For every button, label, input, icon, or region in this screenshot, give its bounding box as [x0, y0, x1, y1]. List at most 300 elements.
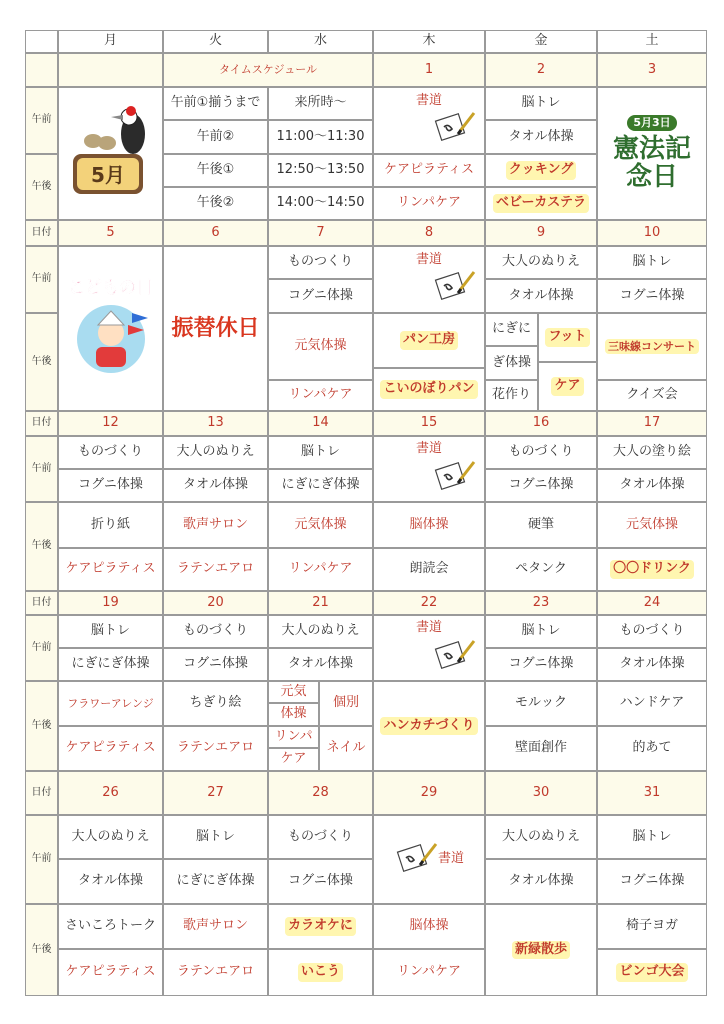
week4-pm1-1-text: ちぎり絵 — [189, 695, 242, 711]
week3-am2-2 — [268, 469, 373, 502]
schedule-slot-4 — [163, 187, 268, 220]
schedule-title — [163, 53, 373, 87]
week5-thu-am — [373, 815, 485, 904]
week5-pm2-3 — [373, 949, 485, 996]
w4-wed-b1-text: 個別 — [332, 695, 359, 711]
week3-am2-2-text: にぎにぎ体操 — [281, 477, 360, 493]
date-30-text: 30 — [532, 784, 550, 800]
week5-am2-2-text: コグニ体操 — [288, 873, 353, 889]
week3-am1-0 — [58, 436, 163, 469]
week4-am1-0-text: 脳トレ — [90, 623, 130, 639]
week4-am1-0 — [58, 615, 163, 648]
week3-pm2-2-text: リンパケア — [288, 561, 353, 577]
week3-pm2-5 — [597, 548, 707, 591]
sat10-pm1-text: 三味線コンサート — [605, 339, 699, 355]
w2-pm-label-text: 午後 — [31, 355, 52, 367]
date-10-text: 10 — [643, 224, 661, 240]
fri9-pm-a1-text: にぎに — [491, 321, 531, 337]
week3-am2-1-text: タオル体操 — [182, 477, 248, 493]
week4-am2-4-text: コグニ体操 — [508, 656, 574, 672]
thu8-am-text: 書道 — [415, 251, 442, 267]
thu8-pm1-text: パン工房 — [400, 331, 458, 349]
schedule-time-2 — [268, 120, 373, 154]
week5-pm1-1-text: 歌声サロン — [182, 918, 248, 934]
date-label-w2-text: 日付 — [31, 226, 52, 238]
schedule-slot-4-text: 午後② — [196, 195, 235, 211]
week3-pm1-0-text: 折り紙 — [90, 516, 130, 532]
childrens-day-text: こどもの日 — [68, 277, 153, 298]
fri2-am2 — [485, 120, 597, 154]
week4-pm-label-text: 午後 — [31, 719, 52, 731]
w4-wed-a4-text: ケア — [280, 751, 307, 767]
substitute-holiday — [163, 246, 268, 411]
week3-pm1-4 — [485, 502, 597, 548]
fri2-pm1 — [485, 154, 597, 187]
week4-am2-1 — [163, 648, 268, 681]
fri9-pm-a3 — [485, 380, 538, 411]
week3-am1-0-text: ものづくり — [77, 444, 143, 460]
date-label-w2 — [25, 220, 58, 246]
svg-text:5月: 5月 — [90, 162, 125, 187]
week3-am2-4-text: コグニ体操 — [508, 477, 574, 493]
calligraphy-icon — [432, 458, 476, 492]
week5-date-label-text: 日付 — [31, 786, 52, 798]
fri2-am2-text: タオル体操 — [508, 128, 574, 144]
date-22 — [373, 591, 485, 615]
week4-pm2-4-text: 壁面創作 — [514, 740, 567, 756]
sat10-pm1 — [597, 313, 707, 380]
sat10-pm2-text: クイズ会 — [626, 387, 678, 403]
schedule-slot-2-text: 午前② — [196, 128, 235, 144]
week4-am1-4 — [485, 615, 597, 648]
week3-pm2-2 — [268, 548, 373, 591]
week4-pm2-0 — [58, 726, 163, 771]
date-2 — [485, 53, 597, 87]
week3-pm-label-text: 午後 — [31, 540, 52, 552]
date-24 — [597, 591, 707, 615]
week5-am-label-text: 午前 — [31, 853, 52, 865]
constitution-day — [597, 87, 707, 220]
week5-pm2-0-text: ケアピラティス — [65, 964, 156, 980]
week4-pm2-1-text: ラテンエアロ — [176, 740, 255, 756]
week5-pm2-1 — [163, 949, 268, 996]
wed7-pm2-text: リンパケア — [288, 387, 353, 403]
week3-am-label — [25, 436, 58, 502]
date-31-text: 31 — [643, 784, 661, 800]
week5-pm2-0 — [58, 949, 163, 996]
schedule-slot-3-text: 午後① — [196, 162, 235, 178]
week4-am2-0 — [58, 648, 163, 681]
week3-pm2-1 — [163, 548, 268, 591]
date-19-text: 19 — [102, 594, 119, 610]
sat10-am1-text: 脳トレ — [632, 254, 672, 270]
w2-am-label-text: 午前 — [31, 273, 52, 285]
date-12 — [58, 411, 163, 436]
w4-wed-a1 — [268, 681, 319, 703]
week3-pm-label — [25, 502, 58, 591]
date-12-text: 12 — [102, 415, 119, 431]
sat10-am1 — [597, 246, 707, 279]
week3-am1-4 — [485, 436, 597, 469]
schedule-title-text: タイムスケジュール — [218, 63, 318, 77]
week5-pm1-5-text: 椅子ヨガ — [625, 918, 678, 934]
date-16 — [485, 411, 597, 436]
week5-pm2-5-text: ビンゴ大会 — [616, 963, 687, 981]
weekday-fri-text: 金 — [534, 33, 548, 49]
week3-pm2-3-text: 朗読会 — [409, 561, 449, 577]
week4-am1-2-text: 大人のぬりえ — [281, 623, 360, 639]
thu1-am — [373, 87, 485, 154]
date-1-text: 1 — [424, 61, 434, 77]
week4-pm1-0 — [58, 681, 163, 726]
week3-pm1-2-text: 元気体操 — [294, 516, 347, 532]
schedule-time-1-text: 来所時～ — [294, 95, 347, 111]
week4-pm1-4 — [485, 681, 597, 726]
week3-am2-0 — [58, 469, 163, 502]
week5-am2-0-text: タオル体操 — [77, 873, 143, 889]
w5-wed-pm1 — [268, 904, 373, 949]
week4-am2-5-text: タオル体操 — [619, 656, 685, 672]
w5-wed-pm1-text: カラオケに — [285, 917, 356, 935]
wed7-am1 — [268, 246, 373, 279]
thu1-pm1 — [373, 154, 485, 187]
date-13-text: 13 — [207, 415, 224, 431]
schedule-time-1 — [268, 87, 373, 120]
week4-pm1-0-text: フラワーアレンジ — [67, 696, 154, 710]
thu8-pm2 — [373, 368, 485, 411]
week4-pm1-1 — [163, 681, 268, 726]
weekday-wed — [268, 30, 373, 53]
week3-pm1-0 — [58, 502, 163, 548]
w5-fri-pm — [485, 904, 597, 996]
sat10-am2 — [597, 279, 707, 313]
date-15-text: 15 — [420, 415, 438, 431]
date-27-text: 27 — [207, 784, 224, 800]
date-27 — [163, 771, 268, 815]
week5-pm1-0-text: さいころトーク — [64, 918, 156, 934]
w5-wed-pm2 — [268, 949, 373, 996]
row-label-am — [25, 87, 58, 154]
week5-am1-1-text: 脳トレ — [195, 828, 235, 844]
fri9-am2 — [485, 279, 597, 313]
week3-pm2-4-text: ペタンク — [515, 561, 567, 577]
w2-am-label — [25, 246, 58, 313]
week3-am1-5 — [597, 436, 707, 469]
fri9-pm-a1 — [485, 313, 538, 346]
week5-pm1-1 — [163, 904, 268, 949]
week4-am-label — [25, 615, 58, 681]
week3-am2-5 — [597, 469, 707, 502]
week3-pm1-3-text: 脳体操 — [409, 516, 449, 532]
date-19 — [58, 591, 163, 615]
week3-am2-5-text: タオル体操 — [619, 477, 685, 493]
weekday-sat — [597, 30, 707, 53]
schedule-slot-1 — [163, 87, 268, 120]
week5-thu-am-text: 書道 — [437, 851, 464, 867]
weekday-thu — [373, 30, 485, 53]
date-8 — [373, 220, 485, 246]
week4-am2-2 — [268, 648, 373, 681]
date-6 — [163, 220, 268, 246]
fri9-pm-b1-text: フット — [545, 328, 589, 346]
date-5-text: 5 — [106, 224, 115, 240]
schedule-slot-1-text: 午前①揃うまで — [170, 95, 261, 111]
week4-am1-1 — [163, 615, 268, 648]
week3-pm1-1 — [163, 502, 268, 548]
weekday-fri — [485, 30, 597, 53]
w2-pm-label — [25, 313, 58, 411]
date-3 — [597, 53, 707, 87]
week5-pm1-3 — [373, 904, 485, 949]
week3-pm2-3 — [373, 548, 485, 591]
week5-am1-0-text: 大人のぬりえ — [71, 828, 150, 844]
date-10 — [597, 220, 707, 246]
date-30 — [485, 771, 597, 815]
week4-am1-4-text: 脳トレ — [521, 623, 561, 639]
week4-pm1-5-text: ハンドケア — [619, 695, 685, 711]
week4-thu-am-text: 書道 — [415, 620, 442, 636]
week1-corner — [25, 53, 58, 87]
week5-am2-1 — [163, 859, 268, 904]
date-21-text: 21 — [312, 594, 329, 610]
date-16-text: 16 — [532, 415, 550, 431]
date-28-text: 28 — [312, 784, 329, 800]
fri2-am1-text: 脳トレ — [521, 95, 561, 111]
date-28 — [268, 771, 373, 815]
week5-am2-2 — [268, 859, 373, 904]
date-17-text: 17 — [643, 415, 661, 431]
calligraphy-icon — [432, 637, 476, 671]
child-carp-streamer-icon — [66, 299, 156, 379]
date-15 — [373, 411, 485, 436]
week4-am-label-text: 午前 — [31, 641, 52, 653]
w4-wed-a2-text: 体操 — [280, 706, 307, 722]
week3-am1-2 — [268, 436, 373, 469]
week5-am2-5 — [597, 859, 707, 904]
week4-pm1-4-text: モルック — [514, 695, 567, 711]
fri9-am1 — [485, 246, 597, 279]
date-1 — [373, 53, 485, 87]
thu1-pm1-text: ケアピラティス — [384, 162, 474, 178]
week5-date-label — [25, 771, 58, 815]
week5-pm-label — [25, 904, 58, 996]
week3-pm2-0 — [58, 548, 163, 591]
fri2-am1 — [485, 87, 597, 120]
week3-am1-1-text: 大人のぬりえ — [176, 444, 255, 460]
row-label-am-text: 午前 — [31, 114, 52, 126]
woodpecker-month-icon — [63, 99, 159, 209]
schedule-slot-2 — [163, 120, 268, 154]
schedule-slot-3 — [163, 154, 268, 187]
week3-pm1-3 — [373, 502, 485, 548]
schedule-time-3 — [268, 154, 373, 187]
date-24-text: 24 — [643, 594, 661, 610]
date-5 — [58, 220, 163, 246]
week3-pm1-5-text: 元気体操 — [625, 516, 678, 532]
fri2-pm1-text: クッキング — [506, 161, 577, 179]
week3-pm1-4-text: 硬筆 — [527, 516, 554, 532]
thu8-pm2-text: こいのぼりパン — [380, 380, 477, 398]
w4-thu-pm — [373, 681, 485, 771]
week4-am1-1-text: ものづくり — [182, 623, 248, 639]
sat10-am2-text: コグニ体操 — [619, 287, 685, 303]
weekday-mon — [58, 30, 163, 53]
date-9-text: 9 — [536, 224, 546, 240]
w4-wed-b2 — [319, 726, 373, 771]
week4-am1-2 — [268, 615, 373, 648]
fri9-pm-b1 — [538, 313, 597, 362]
week4-pm1-5 — [597, 681, 707, 726]
week5-pm2-3-text: リンパケア — [396, 964, 462, 980]
week4-date-label-text: 日付 — [31, 596, 52, 608]
wed7-am2 — [268, 279, 373, 313]
fri9-am1-text: 大人のぬりえ — [501, 254, 580, 270]
w4-wed-b1 — [319, 681, 373, 726]
date-20 — [163, 591, 268, 615]
date-3-text: 3 — [647, 61, 657, 77]
wed7-am2-text: コグニ体操 — [288, 287, 353, 303]
wed7-pm1-text: 元気体操 — [294, 338, 347, 354]
week4-am2-1-text: コグニ体操 — [183, 656, 248, 672]
schedule-time-4 — [268, 187, 373, 220]
sat10-pm2 — [597, 380, 707, 411]
week3-thu-am — [373, 436, 485, 502]
week4-pm2-5 — [597, 726, 707, 771]
weekday-thu-text: 木 — [422, 33, 436, 49]
month-badge — [58, 87, 163, 220]
week4-date-label — [25, 591, 58, 615]
w5-fri-pm-text: 新緑散歩 — [512, 941, 570, 959]
week3-date-label — [25, 411, 58, 436]
w4-thu-pm-text: ハンカチづくり — [380, 717, 477, 735]
week3-pm1-1-text: 歌声サロン — [182, 516, 248, 532]
w4-wed-a1-text: 元気 — [280, 683, 307, 699]
week3-am1-4-text: ものづくり — [508, 444, 574, 460]
week5-pm1-0 — [58, 904, 163, 949]
date-23 — [485, 591, 597, 615]
week3-pm1-5 — [597, 502, 707, 548]
corner-cell — [25, 30, 58, 53]
weekday-tue-text: 火 — [208, 33, 222, 49]
w4-wed-a3 — [268, 726, 319, 748]
date-26 — [58, 771, 163, 815]
week3-thu-am-text: 書道 — [415, 441, 442, 457]
week3-pm1-2 — [268, 502, 373, 548]
week5-am-label — [25, 815, 58, 904]
week5-pm1-3-text: 脳体操 — [409, 918, 449, 934]
date-9 — [485, 220, 597, 246]
week3-am2-0-text: コグニ体操 — [78, 477, 143, 493]
date-17 — [597, 411, 707, 436]
week5-am2-4 — [485, 859, 597, 904]
week5-am1-5-text: 脳トレ — [632, 828, 672, 844]
week4-am2-5 — [597, 648, 707, 681]
weekday-sat-text: 土 — [645, 33, 659, 49]
date-13 — [163, 411, 268, 436]
week3-pm2-5-text: 〇〇ドリンク — [610, 560, 694, 578]
week4-pm-label — [25, 681, 58, 771]
week4-am1-5-text: ものづくり — [619, 623, 685, 639]
w5-wed-pm2-text: いこう — [298, 963, 343, 981]
thu1-pm2-text: リンパケア — [396, 195, 462, 211]
thu8-am — [373, 246, 485, 313]
week5-am1-4-text: 大人のぬりえ — [501, 828, 580, 844]
date-22-text: 22 — [420, 594, 438, 610]
calligraphy-icon — [432, 109, 476, 143]
week4-am2-4 — [485, 648, 597, 681]
week5-pm2-1-text: ラテンエアロ — [176, 964, 255, 980]
w4-wed-a3-text: リンパ — [274, 728, 313, 744]
thu8-pm1 — [373, 313, 485, 368]
wed7-am1-text: ものつくり — [287, 254, 353, 270]
date-26-text: 26 — [102, 784, 119, 800]
week5-am1-2 — [268, 815, 373, 859]
date-7 — [268, 220, 373, 246]
substitute-holiday-text: 振替休日 — [171, 315, 260, 341]
fri9-pm-a3-text: 花作り — [491, 387, 531, 403]
week3-date-label-text: 日付 — [31, 417, 52, 429]
week1-mon-date — [58, 53, 163, 87]
week5-am2-4-text: タオル体操 — [508, 873, 574, 889]
date-23-text: 23 — [532, 594, 550, 610]
date-20-text: 20 — [207, 594, 224, 610]
week4-am2-2-text: タオル体操 — [287, 656, 353, 672]
w4-wed-a4 — [268, 748, 319, 771]
row-label-pm — [25, 154, 58, 220]
week4-am1-5 — [597, 615, 707, 648]
fri9-pm-b2-text: ケア — [551, 377, 583, 395]
week4-thu-am — [373, 615, 485, 681]
calligraphy-icon — [432, 268, 476, 302]
holiday-name: 憲法記念日 — [612, 133, 691, 193]
wed7-pm2 — [268, 380, 373, 411]
fri9-am2-text: タオル体操 — [508, 287, 574, 303]
week3-am-label-text: 午前 — [31, 462, 52, 474]
schedule-time-4-text: 14:00～14:50 — [276, 195, 365, 211]
thu1-am-text: 書道 — [415, 92, 442, 108]
week5-am2-1-text: にぎにぎ体操 — [176, 873, 255, 889]
fri9-pm-a2 — [485, 346, 538, 380]
weekday-mon-text: 月 — [103, 33, 117, 49]
w4-wed-b2-text: ネイル — [326, 740, 366, 756]
week4-pm2-4 — [485, 726, 597, 771]
schedule-time-2-text: 11:00～11:30 — [276, 128, 365, 144]
date-6-text: 6 — [211, 224, 220, 240]
week4-pm2-5-text: 的あて — [632, 740, 672, 756]
week5-pm1-5 — [597, 904, 707, 949]
fri9-pm-a2-text: ぎ体操 — [491, 354, 531, 370]
week3-am1-5-text: 大人の塗り絵 — [612, 444, 691, 460]
week5-am2-5-text: コグニ体操 — [619, 873, 685, 889]
thu1-pm2 — [373, 187, 485, 220]
date-8-text: 8 — [424, 224, 434, 240]
week3-pm2-4 — [485, 548, 597, 591]
childrens-day — [58, 246, 163, 411]
wed7-pm1 — [268, 313, 373, 380]
fri2-pm2 — [485, 187, 597, 220]
date-14-text: 14 — [312, 415, 329, 431]
fri2-pm2-text: ベビーカステラ — [493, 194, 589, 212]
week4-am2-0-text: にぎにぎ体操 — [71, 656, 150, 672]
holiday-date: 5月3日 — [627, 115, 676, 131]
weekday-tue — [163, 30, 268, 53]
weekday-wed-text: 水 — [313, 33, 327, 49]
date-31 — [597, 771, 707, 815]
date-29 — [373, 771, 485, 815]
date-14 — [268, 411, 373, 436]
week5-am1-1 — [163, 815, 268, 859]
week3-am1-2-text: 脳トレ — [300, 444, 340, 460]
